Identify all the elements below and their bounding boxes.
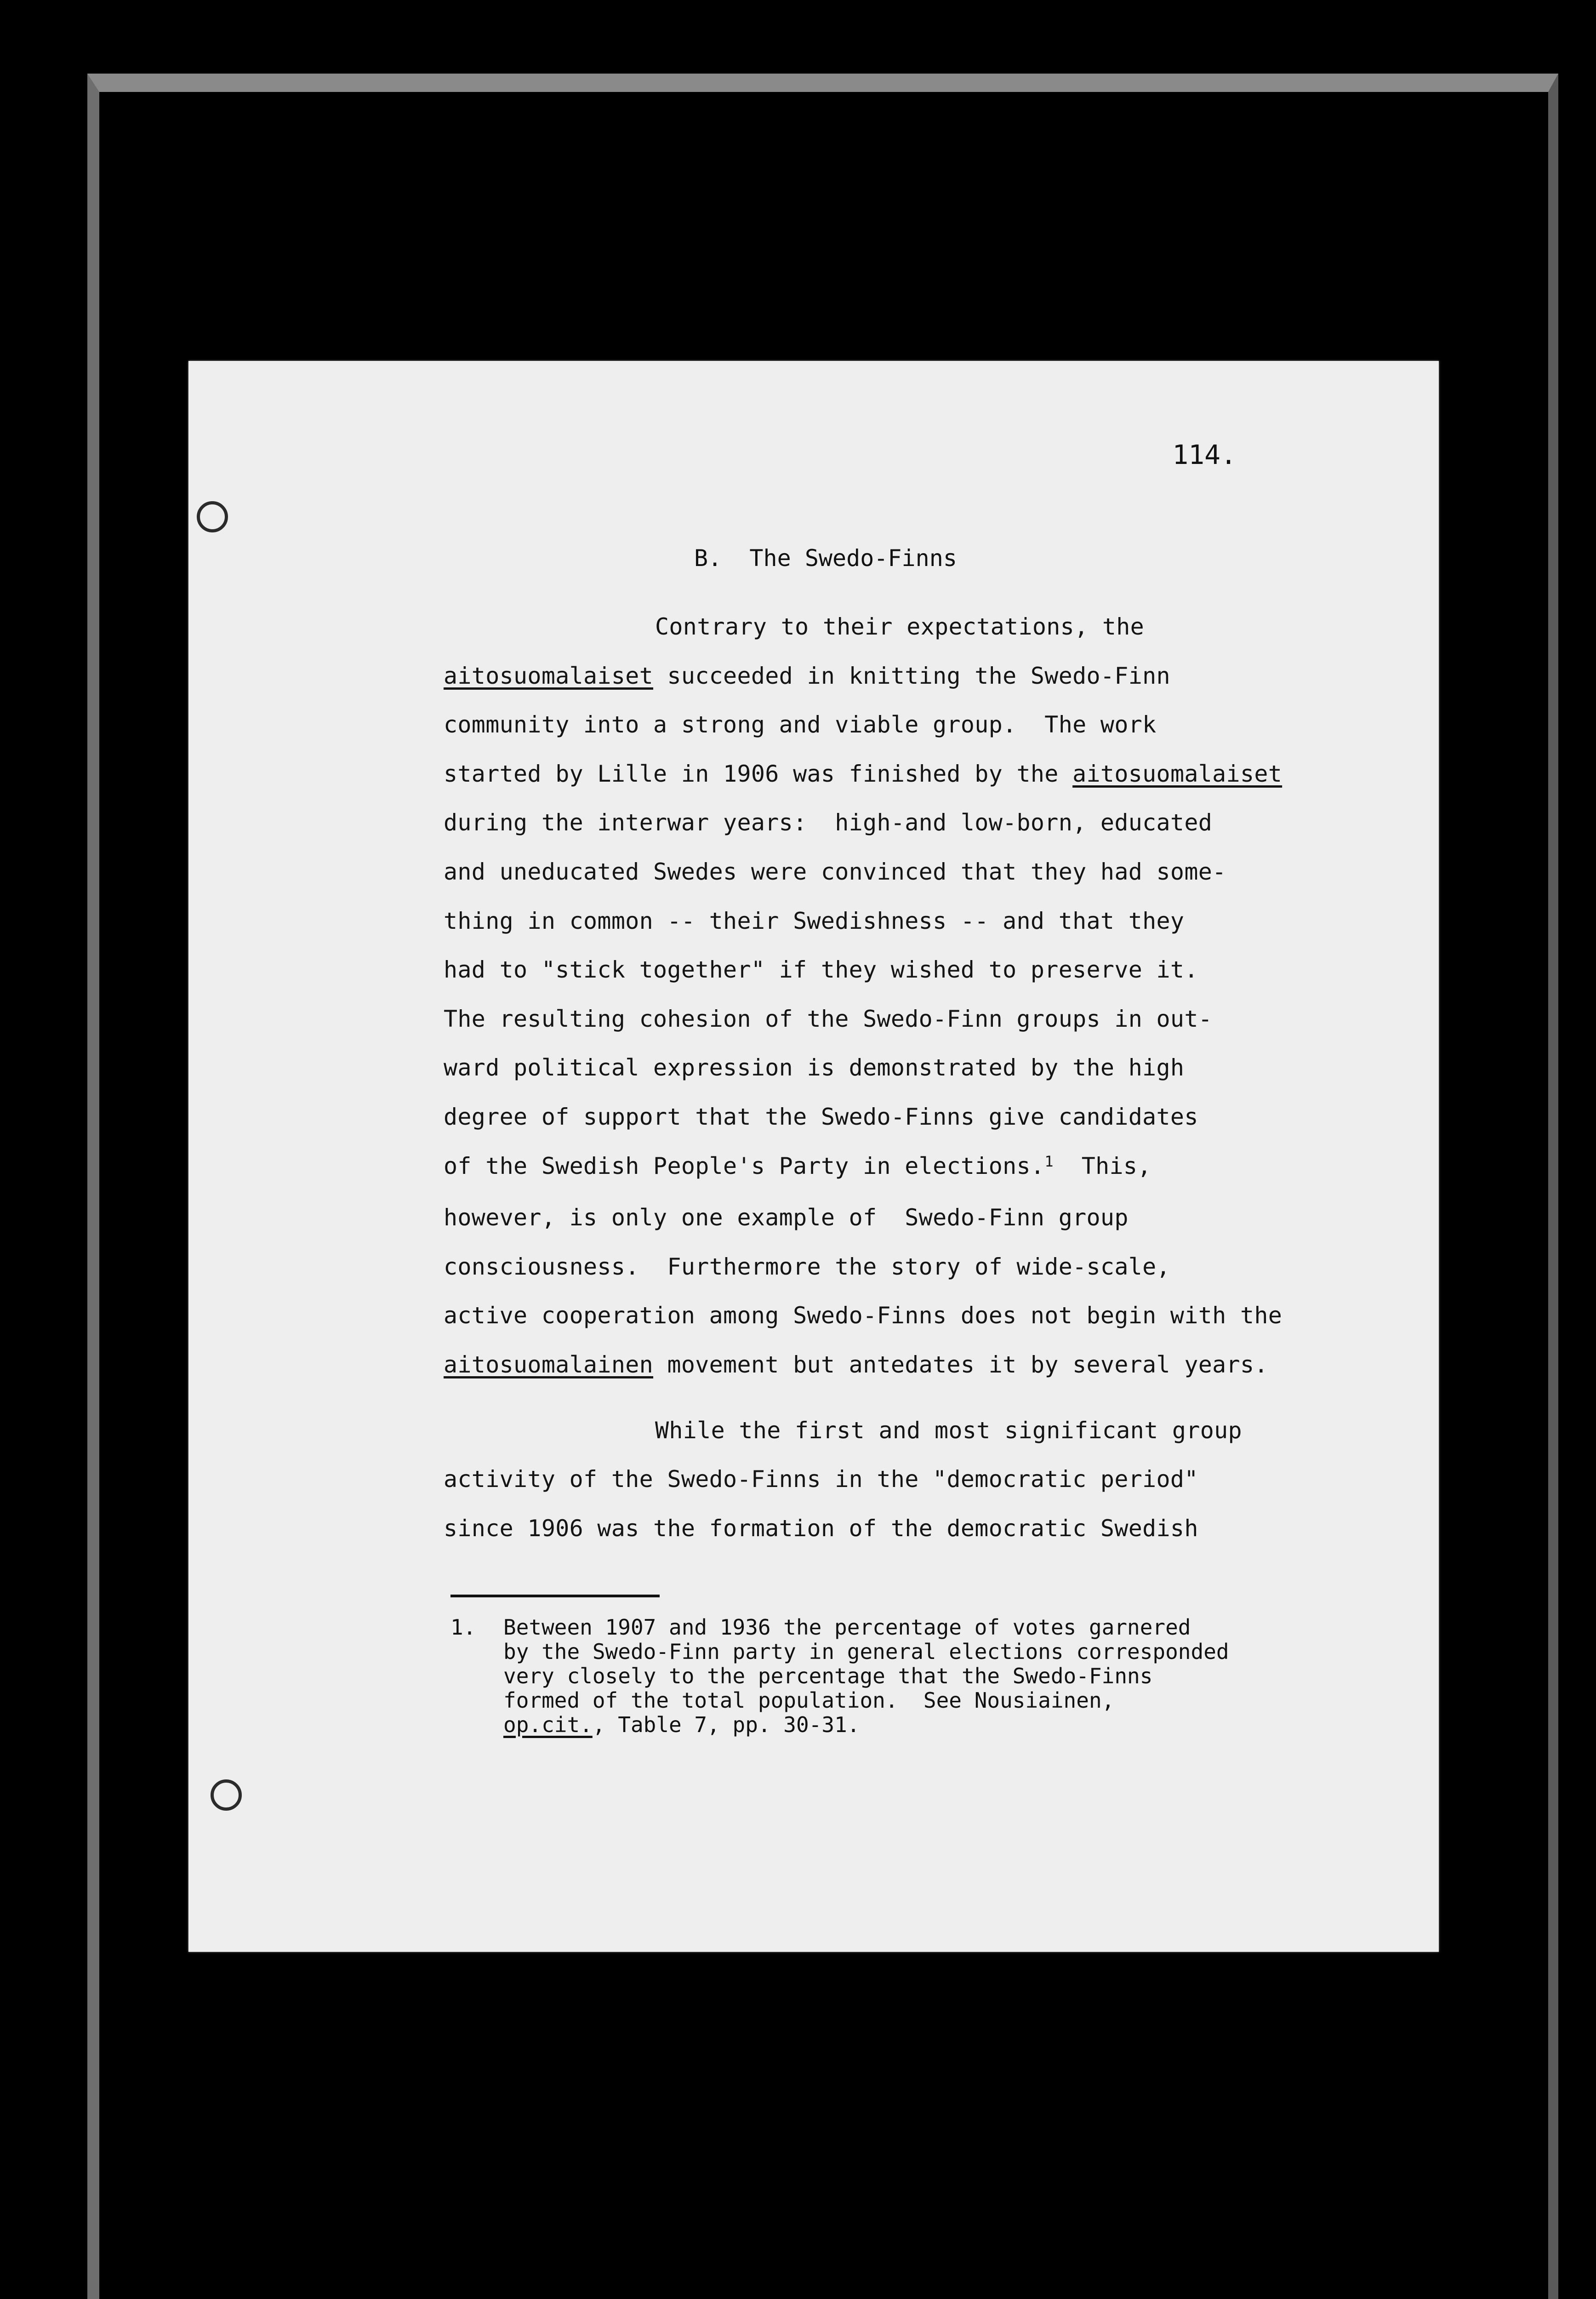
text-line: during the interwar years: high-and low-born, educated [444,809,1213,836]
text-fragment: succeeded in knitting the Swedo-Finn [653,662,1170,689]
document-page [188,361,1439,1952]
text-fragment: This, [1053,1152,1151,1179]
underlined-term: aitosuomalaiset [1072,760,1282,787]
underlined-term: aitosuomalainen [444,1351,654,1378]
text-line: and uneducated Swedes were convinced that they had some- [444,858,1226,885]
text-line: consciousness. Furthermore the story of wide-scale, [444,1253,1170,1280]
text-line: formed of the total population. See Nousiainen, [503,1688,1115,1713]
text-line [444,749,1363,799]
paragraph-2 [444,1406,1363,1553]
text-line: thing in common -- their Swedishness -- and that they [444,907,1185,934]
footnote-reference: 1 [1044,1152,1054,1170]
section-heading: B. The Swedo-Finns [694,545,957,572]
text-line: had to "stick together" if they wished to preserve it. [444,956,1198,984]
text-line [444,652,1363,701]
text-line [444,1142,1363,1194]
text-line: active cooperation among Swedo-Finns does not begin with the [444,1302,1282,1329]
page-number: 114. [1172,439,1237,470]
punch-hole [197,501,228,532]
text-line: however, is only one example of Swedo-Finn group [444,1204,1129,1231]
text-fragment: , Table 7, pp. 30-31. [592,1712,860,1737]
text-line [444,1340,1363,1390]
text-line: by the Swedo-Finn party in general elections corresponded [503,1639,1229,1664]
text-line: since 1906 was the formation of the democratic Swedish [444,1515,1198,1542]
text-fragment: movement but antedates it by several years. [653,1351,1268,1378]
text-line [503,1713,1418,1737]
underlined-term: op.cit. [503,1712,593,1737]
text-line: Contrary to their expectations, the [655,613,1145,640]
paragraph-1 [444,602,1363,1390]
body-text [444,602,1363,1553]
text-fragment: of the Swedish People's Party in elections. [444,1152,1045,1179]
text-line: ward political expression is demonstrated by the high [444,1054,1185,1081]
text-line: very closely to the percentage that the Swedo-Finns [503,1664,1153,1688]
text-line: degree of support that the Swedo-Finns give candidates [444,1103,1198,1130]
text-fragment: started by Lille in 1906 was finished by the [444,760,1073,787]
underlined-term: aitosuomalaiset [444,662,654,689]
text-line: community into a strong and viable group. The work [444,711,1157,738]
footnote-marker: 1. [450,1615,476,1640]
text-line: activity of the Swedo-Finns in the "democratic period" [444,1466,1198,1493]
footnote-rule [450,1595,660,1597]
text-line: Between 1907 and 1936 the percentage of votes garnered [503,1615,1191,1640]
text-line: While the first and most significant group [655,1417,1242,1444]
punch-hole [211,1779,242,1811]
text-line: The resulting cohesion of the Swedo-Finn groups in out- [444,1005,1213,1032]
footnote-text [503,1615,1418,1737]
